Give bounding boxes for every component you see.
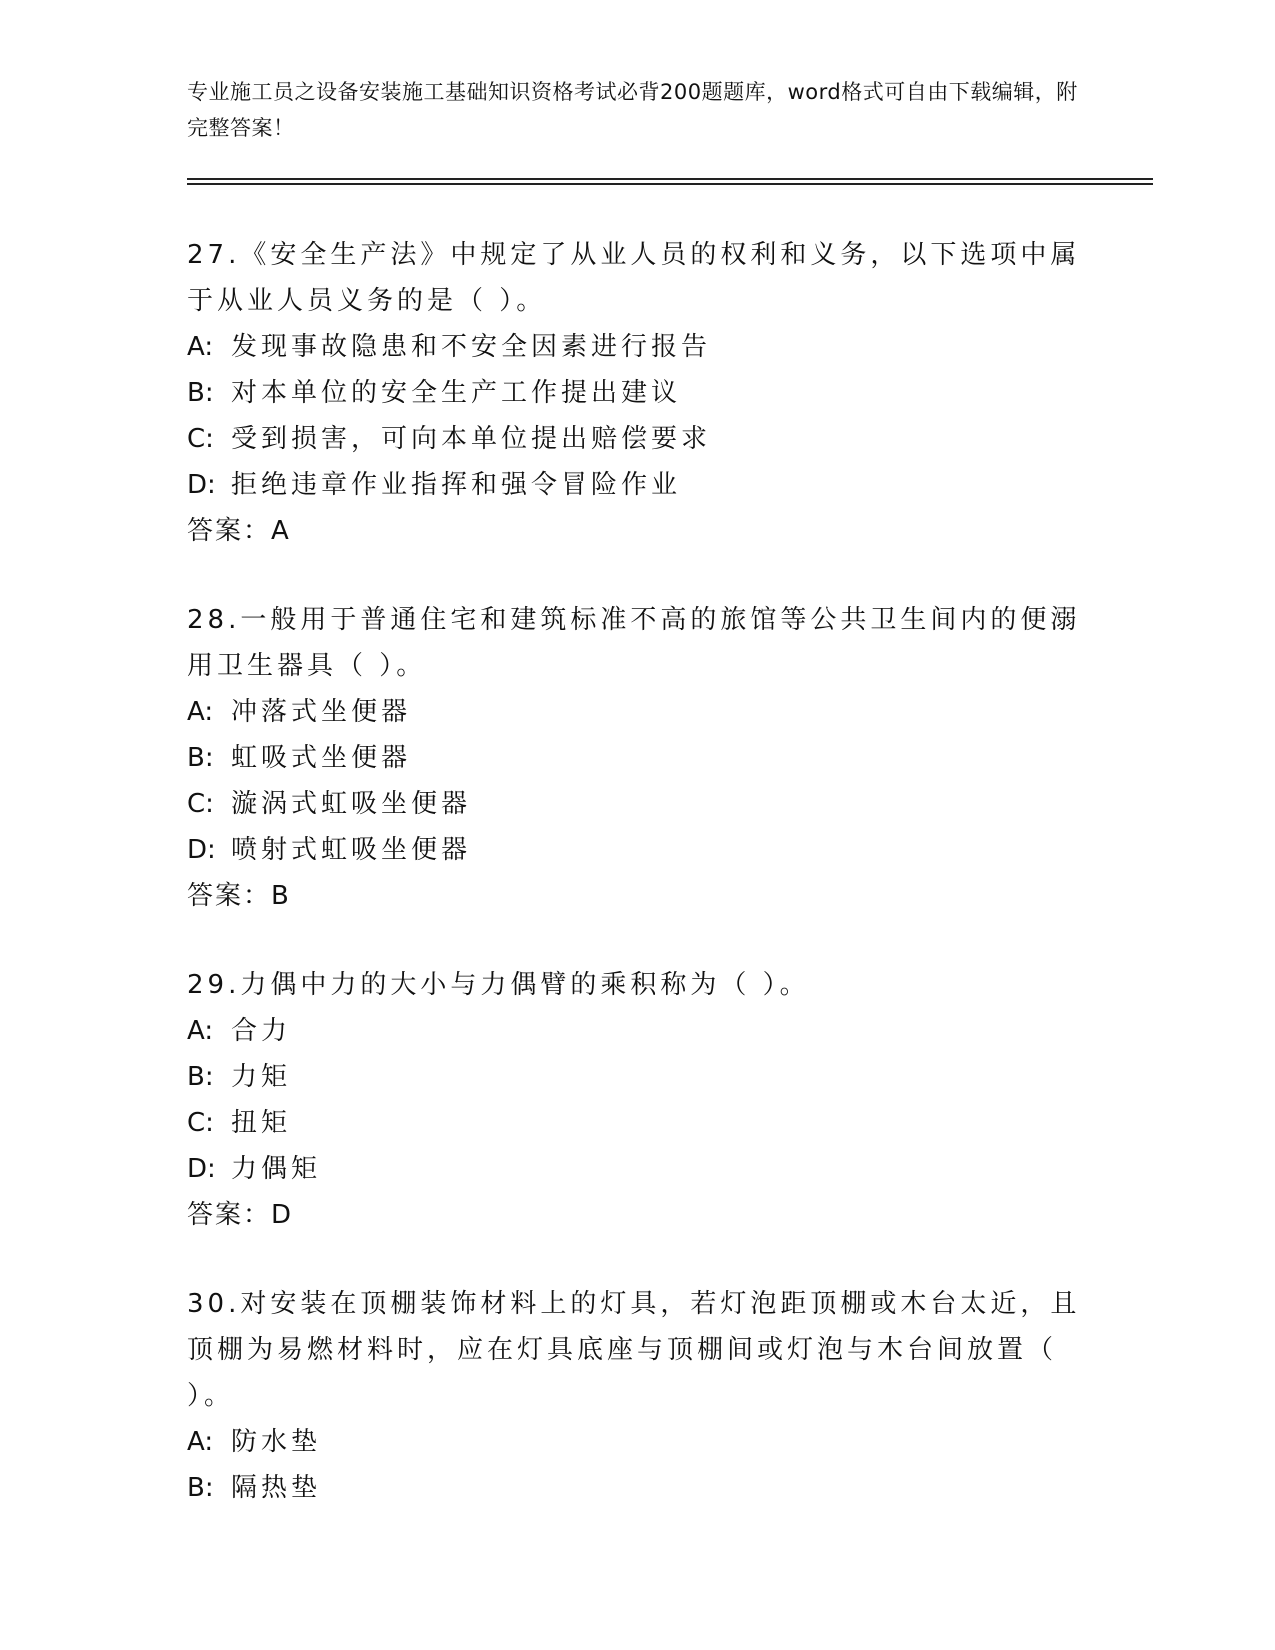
option-letter: C: [187, 424, 214, 454]
option-text: 受到损害，可向本单位提出赔偿要求 [231, 424, 712, 454]
option-c [187, 1100, 1107, 1146]
option-b [187, 1054, 1107, 1100]
option-letter: D: [187, 1154, 216, 1184]
option-a [187, 1419, 1107, 1465]
answer-line: 答案：D [187, 1200, 294, 1230]
question-28 [187, 597, 1107, 919]
option-text: 力矩 [231, 1062, 292, 1092]
answer-line: 答案：B [187, 881, 291, 911]
question-stem: 28.一般用于普通住宅和建筑标准不高的旅馆等公共卫生间内的便溺用卫生器具（ ）。 [187, 605, 1081, 681]
option-c [187, 416, 1107, 462]
option-letter: A: [187, 332, 214, 362]
option-letter: C: [187, 789, 214, 819]
option-letter: B: [187, 1062, 214, 1092]
option-text: 扭矩 [231, 1108, 292, 1138]
option-letter: B: [187, 378, 214, 408]
option-text: 冲落式坐便器 [231, 697, 412, 727]
option-text: 发现事故隐患和不安全因素进行报告 [231, 332, 712, 362]
option-letter: A: [187, 1016, 214, 1046]
option-letter: D: [187, 470, 216, 500]
option-text: 合力 [231, 1016, 292, 1046]
option-letter: C: [187, 1108, 214, 1138]
option-b [187, 735, 1107, 781]
option-b [187, 370, 1107, 416]
option-d [187, 462, 1107, 508]
question-29 [187, 962, 1107, 1238]
option-letter: B: [187, 743, 214, 773]
option-a [187, 1008, 1107, 1054]
option-letter: D: [187, 835, 216, 865]
option-letter: A: [187, 1427, 214, 1457]
question-list [187, 232, 1107, 1554]
option-text: 漩涡式虹吸坐便器 [231, 789, 472, 819]
question-stem: 30.对安装在顶棚装饰材料上的灯具，若灯泡距顶棚或木台太近，且顶棚为易燃材料时，应在灯具底座与顶棚间或灯泡与木台间放置（ ）。 [187, 1289, 1081, 1411]
option-a [187, 689, 1107, 735]
option-text: 喷射式虹吸坐便器 [231, 835, 472, 865]
option-text: 防水垫 [231, 1427, 322, 1457]
option-d [187, 827, 1107, 873]
question-30 [187, 1281, 1107, 1511]
question-stem: 29.力偶中力的大小与力偶臂的乘积称为（ ）。 [187, 970, 810, 1000]
answer-line: 答案：A [187, 516, 291, 546]
header-divider-bottom [187, 183, 1153, 185]
option-text: 虹吸式坐便器 [231, 743, 412, 773]
question-stem: 27.《安全生产法》中规定了从业人员的权利和义务，以下选项中属于从业人员义务的是（ ）。 [187, 240, 1081, 316]
option-letter: A: [187, 697, 214, 727]
option-text: 对本单位的安全生产工作提出建议 [231, 378, 682, 408]
option-a [187, 324, 1107, 370]
option-d [187, 1146, 1107, 1192]
option-b [187, 1465, 1107, 1511]
header-divider-top [187, 178, 1153, 180]
option-text: 拒绝违章作业指挥和强令冒险作业 [231, 470, 682, 500]
option-letter: B: [187, 1473, 214, 1503]
option-c [187, 781, 1107, 827]
option-text: 力偶矩 [231, 1154, 322, 1184]
document-header: 专业施工员之设备安装施工基础知识资格考试必背200题题库，word格式可自由下载编辑，附完整答案！ [187, 80, 1078, 140]
question-27 [187, 232, 1107, 554]
option-text: 隔热垫 [231, 1473, 322, 1503]
